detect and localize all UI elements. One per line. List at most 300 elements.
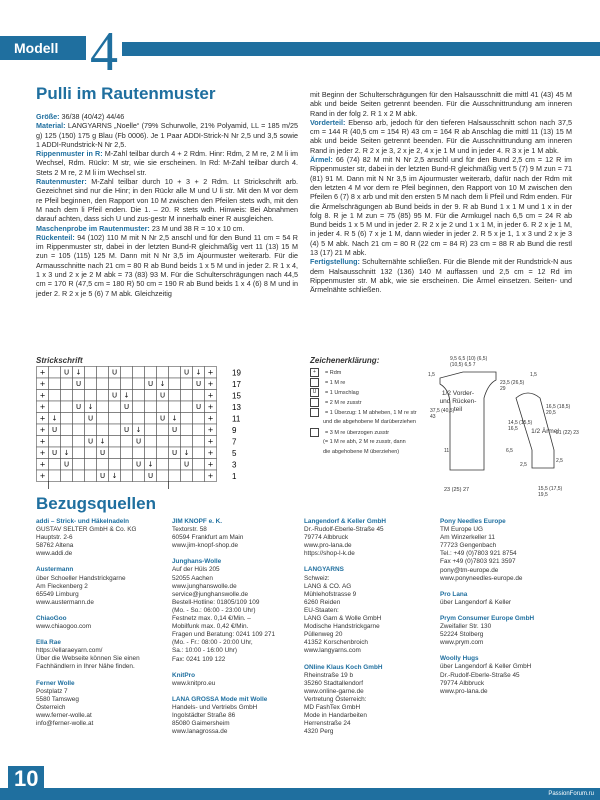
schematic-measure: 2,5 [556, 458, 563, 464]
legend-item [310, 398, 362, 407]
sleeve-label: 1/2 Ärmel [531, 428, 559, 435]
chart-cell [169, 401, 181, 413]
chart-row-number: 5 [232, 449, 237, 458]
supplier-line[interactable]: www.austermann.de [36, 598, 94, 606]
supplier-line[interactable]: https://shop-l-k.de [304, 550, 355, 558]
chart-cell [145, 367, 157, 379]
instruction-paragraph [310, 118, 572, 155]
instruction-label: Fertigstellung: [310, 257, 360, 267]
legend-symbol [310, 448, 317, 455]
supplier-line: MD FashTex GmbH [304, 703, 361, 711]
chart-cell [61, 470, 73, 482]
chart-row-number: 1 [232, 472, 237, 481]
chart-cell [157, 459, 169, 471]
instruction-text: 66 (74) 82 M mit N Nr 2,5 anschl und für den Bund 2,5 cm = 12 R im Rippenmuster str, dabei in der letzten Bund-R gleichmäßig vert 5 (7) 9 M zun = 71 (81) 91 M. Dann mit N Nr 3,5 im Ajourmuster weiterarb, dafür nach der Rdm mit den letzten 4 M vor dem re Pfeil beginnen, den Rapport von 10 M zwischen den Pfeilen 6 (7) 8 x arb und mit den ersten 5 M nach dem li Pfeil und Rdm enden. Für die Ärmelschrägungen ab Bund beids in der 9. R ab Bund 1 x 1 M und 1 x in der folg 8. R je 1 M zun = 75 (85) 95 M. Für die Armkugel nach 6,5 cm = 24 R ab Bund beids 1 x 5 M und in jeder 2. R 2 x je 2 und 1 x 1 M, in jeder 6. R 2 x je 1 M, in jeder 4. R 5 (6) 7 x je 1 M, dann wieder in jeder 2. R 5 x je 1, 1 x 3 und 2 x je 3 (4) 5 M abk. Nach 21 cm = 80 R (22 cm = 84 R) 23 cm = 88 R ab Bund die restl 13 (17) 21 M abk. [310, 155, 572, 258]
supplier-line: 6260 Reiden [304, 598, 341, 606]
chart-cell [145, 424, 157, 436]
chart-cell [85, 390, 97, 402]
chart-symbol: U [171, 426, 178, 434]
chart-row-number: 7 [232, 437, 237, 447]
instruction-paragraph [310, 155, 572, 257]
supplier-line [172, 550, 275, 558]
chart-row-number: 19 [232, 368, 241, 378]
supplier-line: 79774 Albbruck [304, 534, 349, 542]
instruction-paragraph [310, 90, 572, 118]
body-outline [440, 372, 496, 470]
chart-cell [61, 436, 73, 448]
supplier-line[interactable]: www.pro-lana.de [304, 542, 352, 550]
chart-symbol: U [123, 426, 130, 434]
chart-symbol: U [111, 391, 118, 400]
supplier-line: Prym Consumer Europe GmbH [440, 614, 535, 622]
chart-cell [145, 413, 157, 425]
supplier-line[interactable]: www.online-garne.de [304, 687, 364, 695]
legend-symbol [310, 398, 319, 407]
legend-symbol [310, 418, 317, 425]
chart-symbol: ↓ [147, 460, 154, 469]
instruction-text: M-Zahl teilbar durch 10 + 3 + 2 Rdm. Lt Strickschrift arb. Gezeichnet sind nur die Hinr; in den Rückr alle M und U li str. Mit den M vor dem re Pfeil beginnen, den Rapport von 10 M zwischen den Pfeilen stets wdh, mit den M nach dem li Pfeil enden. Die 1. – 20. R stets wdh. Hinweis: Bei Abnahmen darauf achten, dass sich U und zus-gestr M innerhalb einer R ausgleichen. [36, 177, 298, 224]
instruction-label: Größe: [36, 112, 60, 121]
chart-symbol: + [207, 472, 214, 480]
supplier-line: Bestell-Hotline: 01805/109 109 [172, 598, 260, 606]
chart-symbol: U [147, 380, 154, 388]
supplier-line[interactable]: www.langyarns.com [304, 647, 361, 655]
chart-cell [121, 436, 133, 448]
instructions-left-column [36, 112, 298, 298]
footer-bar [0, 788, 600, 800]
supplier-column [36, 518, 140, 728]
legend-symbol [310, 408, 319, 417]
supplier-line [172, 664, 275, 672]
chart-symbol: + [207, 403, 214, 411]
chart-cell [73, 413, 85, 425]
supplier-line: Ingolstädter Straße 86 [172, 711, 236, 719]
chart-cell [133, 470, 145, 482]
chart-symbol: + [39, 437, 46, 446]
supplier-line: Dr.-Rudolf-Eberle-Straße 45 [304, 526, 384, 534]
chart-cell [97, 459, 109, 471]
supplier-line[interactable]: www.junghanswolle.de [172, 582, 237, 590]
chart-symbol: U [63, 460, 70, 469]
instruction-text: Ebenso arb, jedoch für den tieferen Halsausschnitt schon nach 37,5 cm = 144 R (40,5 cm = 154 R) 43 cm = 164 R ab Anschlag die mittl 11 (13) 15 M abk und beide Seiten getrennt beenden. Für die Ausschnittrundung am inneren Rand in jeder 2. R 2 x je 3, 2 x je 2, 4 x je 1 M und in jeder 4. R 3 x je 1 M abk. [310, 117, 572, 155]
chart-cell [157, 436, 169, 448]
knitting-chart [36, 366, 286, 490]
chart-cell [133, 413, 145, 425]
supplier-line[interactable]: www.ferner-wolle.at [36, 711, 92, 719]
chart-cell [61, 413, 73, 425]
chart-symbol: + [207, 368, 214, 377]
supplier-line: Ella Rae [36, 639, 61, 647]
chart-symbol: ↓ [159, 380, 166, 388]
chart-cell [73, 447, 85, 459]
chart-symbol: + [207, 414, 214, 423]
chart-cell [109, 436, 121, 448]
supplier-line[interactable]: https://ellaraeyarn.com/ [36, 647, 103, 655]
schematic-measure: 23,5 (26,5) 29 [500, 380, 525, 392]
supplier-line: 77723 Gengenbach [440, 542, 497, 550]
instructions-right-column [310, 90, 572, 295]
legend-text: (= 1 M re abh, 2 M re zusstr, dann [323, 438, 406, 445]
chart-cell [121, 413, 133, 425]
legend-text: = 2 M re zusstr [325, 399, 362, 406]
chart-symbol: U [75, 403, 82, 411]
supplier-line: 60594 Frankfurt am Main [172, 534, 244, 542]
supplier-line [36, 558, 140, 566]
chart-row-number: 17 [232, 380, 241, 389]
chart-cell [169, 390, 181, 402]
chart-symbol: U [99, 472, 106, 480]
supplier-line: service@junghanswolle.de [172, 590, 249, 598]
instruction-text: 94 (102) 110 M mit N Nr 2,5 anschl und für den Bund 11 cm = 54 R im Rippenmuster str, dabei in der letzten Bund-R gleichmäßig vert 11 (13) 15 M zun = 105 (115) 125 M. Dann mit N Nr 3,5 im Ajourmuster weiterarb. Für die Armausschnitte nach 21 cm = 80 R ab Bund beids 1 x 5 M und in jeder 2. R 1 x 4, 1 x 3 und 2 x je 2 M abk = 73 (83) 93 M. Für die Schulterschrägungen nach 44,5 cm = 170 R (47,5 cm = 180 R) 50 cm = 190 R ab Bund beids 1 x 4 (6) 8 M und in jeder 2. R 2 x je 5 (6) 7 M abk. Gleichzeitig [36, 232, 298, 298]
legend-text: = 3 M re überzogen zusstr [325, 429, 390, 436]
chart-cell [181, 390, 193, 402]
chart-cell [97, 401, 109, 413]
header-label: Modell [0, 36, 88, 60]
legend-text: und die abgehobene M darüberziehen [323, 418, 416, 425]
chart-cell [85, 459, 97, 471]
supplier-line: TM Europe UG [440, 526, 483, 534]
supplier-line: Pony Needles Europe [440, 518, 506, 525]
chart-cell [97, 378, 109, 390]
chart-cell [133, 390, 145, 402]
instruction-paragraph [36, 224, 298, 233]
supplier-line: LANG Garn & Wolle GmbH [304, 615, 382, 623]
legend-symbol: + [310, 368, 319, 377]
chart-cell [193, 413, 205, 425]
chart-cell [193, 424, 205, 436]
chart-cell [193, 459, 205, 471]
chart-symbol: U [147, 472, 154, 480]
chart-title: Strickschrift [36, 356, 83, 365]
chart-cell [133, 378, 145, 390]
supplier-line [440, 607, 534, 615]
instruction-text: LANGYARNS „Noelle“ (79% Schurwolle, 21% Polyamid, LL = 185 m/25 g) 125 (150) 175 g Blau (Fb 0006). Je 1 Paar ADDI-Strick-N Nr 2,5 und 3,5 sowie 1 ADDI-Rundstrick-N Nr 2,5. [36, 121, 298, 149]
supplier-line: 58762 Altena [36, 542, 74, 550]
legend-item [310, 368, 341, 377]
supplier-line: LANA GROSSA Mode mit Wolle [172, 695, 268, 703]
chart-symbol: U [183, 460, 190, 469]
legend-item [310, 388, 359, 397]
chart-cell [61, 424, 73, 436]
supplier-line[interactable]: www.prym.com [440, 639, 484, 647]
supplier-line [36, 631, 140, 639]
chart-symbol: + [39, 368, 46, 377]
chart-cell [109, 459, 121, 471]
schematic-measure: 21 (22) 23 [556, 430, 579, 436]
chart-cell [169, 436, 181, 448]
chart-symbol: U [159, 391, 166, 400]
chart-cell [181, 424, 193, 436]
supplier-line [440, 647, 534, 655]
schematic-measure: 14,5 (15,5) 16,5 [508, 420, 533, 432]
chart-symbol: + [207, 437, 214, 446]
chart-cell [49, 367, 61, 379]
supplier-line: Postplatz 7 [36, 687, 68, 695]
supplier-line: Mode in Handarbeiten [304, 712, 367, 720]
schematic-measure: 2,5 [520, 462, 527, 468]
supplier-line: KnitPro [172, 671, 196, 679]
chart-symbol: + [39, 426, 46, 434]
supplier-line[interactable]: www.knitpro.eu [172, 679, 216, 687]
supplier-line: info@ferner-wolle.at [36, 719, 94, 727]
instruction-paragraph [36, 233, 298, 298]
supplier-line: über Langendorf & Keller [440, 598, 512, 606]
chart-cell [49, 470, 61, 482]
supplier-line: Sa.: 10:00 - 16:00 Uhr) [172, 647, 238, 655]
supplier-line: Rheinstraße 19 b [304, 671, 354, 679]
chart-cell [181, 470, 193, 482]
supplier-line: Mobilfunk max. 0,42 €/Min. [172, 623, 249, 631]
chart-symbol: + [207, 449, 214, 457]
chart-symbol: ↓ [99, 437, 106, 446]
chart-cell [121, 459, 133, 471]
legend-item [310, 438, 406, 445]
instruction-paragraph [36, 177, 298, 223]
chart-cell [157, 367, 169, 379]
supplier-line: Woolly Hugs [440, 655, 479, 663]
chart-cell [61, 401, 73, 413]
instruction-text: Schulternähte schließen. Für die Blende mit der Rundstrick-N aus dem Halsausschnitt 132 (136) 140 M auffassen und 2,5 cm = 12 Rd im Rippenmuster str. M abk, wie sie erscheinen. Die Ärmel einsetzen. Seiten- und Ärmelnähte schließen. [310, 257, 572, 295]
chart-symbol: + [39, 472, 46, 480]
chart-cell [157, 470, 169, 482]
chart-cell [121, 447, 133, 459]
supplier-line: Am Winzerkeller 11 [440, 534, 495, 542]
chart-row-number: 3 [232, 460, 237, 470]
supplier-line: LANGYARNS [304, 566, 344, 574]
legend-item [310, 408, 417, 417]
page-header [0, 21, 600, 83]
supplier-line: Festnetz max. 0,14 €/Min. – [172, 615, 251, 623]
chart-symbol: ↓ [111, 472, 118, 480]
chart-cell [133, 367, 145, 379]
chart-cell [145, 401, 157, 413]
chart-symbol: U [63, 368, 70, 377]
supplier-line [36, 672, 140, 680]
chart-symbol: ↓ [135, 426, 142, 434]
section-title: Bezugsquellen [36, 494, 156, 513]
supplier-line: Österreich [36, 703, 66, 711]
chart-cell [73, 424, 85, 436]
chart-cell [181, 413, 193, 425]
supplier-line: addi – Strick- und Häkelnadeln [36, 518, 130, 525]
chart-symbol: U [195, 403, 202, 411]
chart-cell [169, 367, 181, 379]
supplier-line: Über die Webseite können Sie einen [36, 655, 140, 663]
page-number: 10 [8, 766, 44, 792]
chart-cell [133, 401, 145, 413]
supplier-line: Püllenweg 20 [304, 631, 343, 639]
legend-symbol [310, 378, 319, 387]
supplier-line: Herrenstraße 24 [304, 720, 351, 728]
chart-symbol: U [159, 414, 166, 423]
legend-item [310, 378, 345, 387]
supplier-line [440, 583, 534, 591]
instruction-paragraph [36, 149, 298, 177]
supplier-line [36, 607, 140, 615]
chart-symbol: + [39, 391, 46, 400]
supplier-line: (Mo. - So.: 06:00 - 23:00 Uhr) [172, 606, 256, 614]
chart-symbol: U [135, 460, 142, 469]
supplier-line: Am Fleckenberg 2 [36, 582, 88, 590]
chart-cell [73, 436, 85, 448]
supplier-line[interactable]: www.addi.de [36, 550, 73, 558]
supplier-line: Mühlehofstrasse 9 [304, 590, 357, 598]
supplier-line: 52055 Aachen [172, 574, 213, 582]
supplier-line: Vertretung Österreich: [304, 695, 367, 703]
supplier-line: Austermann [36, 566, 74, 574]
supplier-line[interactable]: www.jim-knopf-shop.de [172, 542, 239, 550]
chart-cell [193, 390, 205, 402]
supplier-line[interactable]: www.ponyneedles-europe.de [440, 574, 523, 582]
chart-cell [97, 390, 109, 402]
chart-symbol: + [39, 380, 46, 388]
chart-symbol: + [207, 460, 214, 469]
legend-symbol [310, 438, 317, 445]
instruction-label: Vorderteil: [310, 117, 346, 127]
chart-symbol: + [39, 460, 46, 469]
chart-symbol: U [99, 449, 106, 457]
chart-symbol: U [195, 380, 202, 388]
chart-symbol: U [87, 414, 94, 423]
chart-cell [85, 367, 97, 379]
model-number: 4 [86, 24, 122, 80]
supplier-line: 79774 Albbruck [440, 679, 485, 687]
supplier-line: JIM KNOPF e. K. [172, 518, 223, 525]
schematic-measure: 37,5 (40,5) 43 [430, 408, 455, 420]
supplier-line: Fachhändlern in Ihrer Nähe finden. [36, 663, 135, 671]
chart-cell [109, 401, 121, 413]
supplier-line[interactable]: www.pro-lana.de [440, 687, 488, 695]
supplier-line: Pro Lana [440, 590, 468, 598]
chart-cell [97, 367, 109, 379]
supplier-line: Zweifaller Str. 130 [440, 623, 492, 631]
instruction-label: Rautenmuster: [36, 177, 87, 187]
supplier-line: Fragen und Beratung: 0241 109 271 [172, 631, 276, 639]
schematic-measure: 16,5 (18,5) 20,5 [546, 404, 571, 416]
schematic-measure: 1,5 [428, 372, 435, 378]
chart-cell [61, 390, 73, 402]
chart-cell [73, 459, 85, 471]
chart-cell [61, 378, 73, 390]
legend-symbol: U [310, 388, 319, 397]
instruction-label: Maschenprobe im Rautenmuster: [36, 223, 150, 233]
instruction-label: Ärmel: [310, 155, 333, 165]
chart-cell [49, 390, 61, 402]
supplier-line[interactable]: www.lanagrossa.de [172, 728, 228, 736]
chart-cell [49, 401, 61, 413]
chart-cell [169, 459, 181, 471]
bottom-width: 23 (25) 27 [444, 487, 470, 493]
supplier-line: EU-Staaten: [304, 606, 339, 614]
chart-cell [133, 447, 145, 459]
chart-symbol: U [87, 437, 94, 446]
chart-symbol: + [39, 414, 46, 423]
supplier-line: 85080 Gaimersheim [172, 720, 230, 728]
chart-symbol: ↓ [87, 403, 94, 411]
supplier-line[interactable]: www.chiaogoo.com [36, 623, 92, 631]
chart-symbol: ↓ [51, 414, 58, 423]
supplier-column [172, 518, 275, 736]
pattern-title: Pulli im Rautenmuster [36, 84, 216, 103]
chart-symbol: ↓ [123, 391, 130, 400]
chart-cell [145, 447, 157, 459]
top-width: 9,5 6,5 (10) (6,5) (10,5) 6,5 7 [450, 356, 488, 368]
chart-symbol: U [135, 437, 142, 446]
sleeve-widths: 15,5 (17,5) 19,5 [538, 486, 563, 498]
instruction-label: Rückenteil: [36, 232, 75, 242]
chart-cell [193, 470, 205, 482]
chart-cell [73, 390, 85, 402]
chart-cell [85, 447, 97, 459]
chart-symbol: U [171, 449, 178, 457]
supplier-line [304, 558, 386, 566]
instruction-paragraph [36, 112, 298, 121]
supplier-line [304, 656, 386, 664]
chart-cell [145, 390, 157, 402]
instruction-label: Material: [36, 121, 66, 131]
instruction-text: 36/38 (40/42) 44/46 [59, 112, 125, 121]
chart-symbol: + [39, 449, 46, 457]
chart-row-number: 13 [232, 403, 241, 412]
legend-text: = 1 Überzug: 1 M abheben, 1 M re str [325, 409, 417, 416]
supplier-line: Handels- und Vertriebs GmbH [172, 703, 258, 711]
chart-cell [85, 424, 97, 436]
supplier-line: 4320 Perg [304, 728, 334, 736]
supplier-line: Fax +49 (0)7803 921 3597 [440, 558, 516, 566]
supplier-line: (Mo. - Fr.: 08:00 - 20:00 Uhr, [172, 639, 253, 647]
supplier-line: GUSTAV SELTER GmbH & Co. KG [36, 526, 137, 534]
supplier-line: ONline Klaus Koch GmbH [304, 663, 383, 671]
chart-cell [169, 378, 181, 390]
chart-cell [181, 436, 193, 448]
chart-symbol: ↓ [183, 449, 190, 457]
chart-cell [157, 447, 169, 459]
supplier-line: 52224 Stolberg [440, 631, 484, 639]
chart-symbol: U [51, 449, 58, 457]
supplier-line: 65549 Limburg [36, 590, 79, 598]
legend-item [310, 448, 399, 455]
supplier-line: Modische Handstrickgarne [304, 623, 380, 631]
chart-cell [97, 424, 109, 436]
instruction-text: M-Zahl teilbar durch 4 + 2 Rdm. Hinr: Rdm, 2 M re, 2 M li im Wechsel, Rdm. Rückr: M str, wie sie erscheinen. In Rd: M-Zahl teilbar durch 4. Stets 2 M re, 2 M li im Wechsel str. [36, 149, 298, 177]
chart-symbol: ↓ [75, 368, 82, 377]
chart-cell [49, 459, 61, 471]
supplier-column [440, 518, 534, 696]
legend-text: die abgehobene M überziehen) [323, 448, 400, 455]
supplier-line: pony@tm-europe.de [440, 566, 499, 574]
chart-cell [145, 436, 157, 448]
chart-cell [109, 378, 121, 390]
body-label: 1/2 Vorder- und Rücken-teil [439, 390, 477, 414]
chart-cell [193, 436, 205, 448]
chart-row-number: 15 [232, 391, 241, 401]
schematic-measure: 11 [444, 448, 450, 454]
chart-symbol: + [207, 391, 214, 400]
supplier-column [304, 518, 386, 736]
supplier-line: Hauptstr. 2-6 [36, 534, 73, 542]
chart-cell [169, 470, 181, 482]
schematic-measure: 6,5 [506, 448, 513, 454]
instruction-label: Rippenmuster in R: [36, 149, 103, 159]
chart-cell [85, 378, 97, 390]
chart-symbol: U [123, 403, 130, 411]
instruction-text: mit Beginn der Schulterschrägungen für den Halsausschnitt die mittl 41 (43) 45 M abk und beide Seiten getrennt beenden. Für die Ausschnittrundung am inneren Rand in der folg 2. R 1 x 2 M abk. [310, 90, 572, 118]
chart-cell [49, 436, 61, 448]
chart-cell [121, 378, 133, 390]
supplier-line: Dr.-Rudolf-Eberle-Straße 45 [440, 671, 520, 679]
instruction-text: 23 M und 38 R = 10 x 10 cm. [149, 223, 245, 233]
legend-title: Zeichenerklärung: [310, 356, 380, 365]
